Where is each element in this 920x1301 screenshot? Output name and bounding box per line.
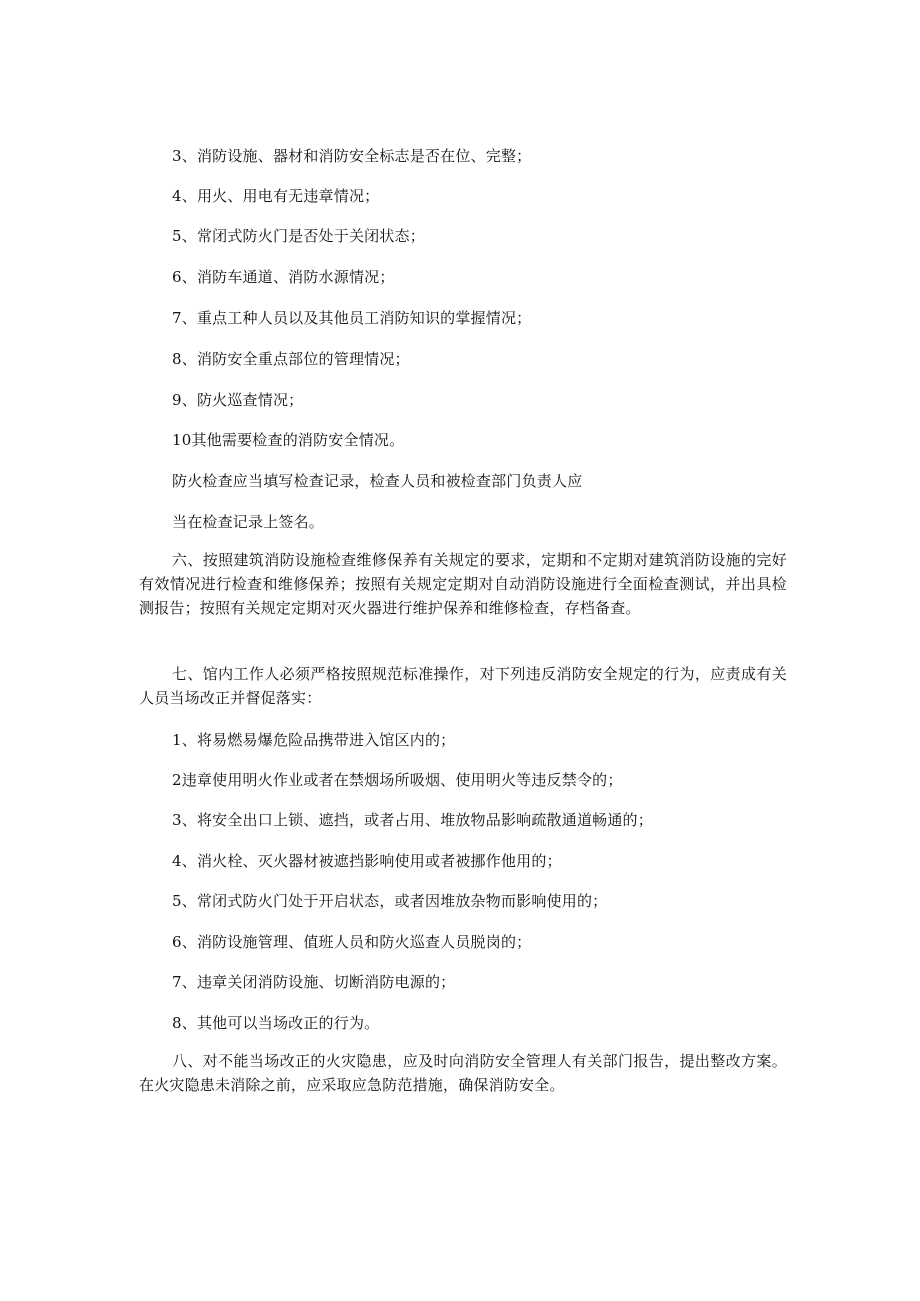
violation-item: 7、违章关闭消防设施、切断消防电源的； xyxy=(172,973,456,991)
violation-item: 8、其他可以当场改正的行为。 xyxy=(172,1014,380,1032)
violation-item: 6、消防设施管理、值班人员和防火巡查人员脱岗的； xyxy=(172,933,532,951)
section-six-paragraph: 六、按照建筑消防设施检查维修保养有关规定的要求，定期和不定期对建筑消防设施的完好有效情况进行检查和维修保养；按照有关规定定期对自动消防设施进行全面检查测试，并出具检测报告；按照有关规定定期对灭火器进行维护保养和维修检查，存档备查。 xyxy=(139,551,787,617)
check-item: 8、消防安全重点部位的管理情况； xyxy=(172,350,410,368)
record-note-line: 防火检查应当填写检查记录，检查人员和被检查部门负责人应 xyxy=(172,472,583,490)
violation-item: 2违章使用明火作业或者在禁烟场所吸烟、使用明火等违反禁令的； xyxy=(172,771,623,789)
check-item: 9、防火巡查情况； xyxy=(172,391,304,409)
violation-item: 4、消火栓、灭火器材被遮挡影响使用或者被挪作他用的； xyxy=(172,852,562,870)
check-item: 4、用火、用电有无违章情况； xyxy=(172,187,380,205)
check-item: 7、重点工种人员以及其他员工消防知识的掌握情况； xyxy=(172,309,532,327)
violation-item: 1、将易燃易爆危险品携带进入馆区内的； xyxy=(172,731,456,749)
violation-item: 3、将安全出口上锁、遮挡，或者占用、堆放物品影响疏散通道畅通的； xyxy=(172,811,653,829)
record-note-line: 当在检查记录上签名。 xyxy=(172,513,325,531)
check-item: 6、消防车通道、消防水源情况； xyxy=(172,268,395,286)
check-item: 10其他需要检查的消防安全情况。 xyxy=(172,431,405,449)
check-item: 3、消防设施、器材和消防安全标志是否在位、完整； xyxy=(172,147,532,165)
section-eight-paragraph: 八、对不能当场改正的火灾隐患，应及时向消防安全管理人有关部门报告，提出整改方案。在火灾隐患未消除之前，应采取应急防范措施，确保消防安全。 xyxy=(139,1052,787,1094)
section-seven-paragraph: 七、馆内工作人必须严格按照规范标准操作，对下列违反消防安全规定的行为，应责成有关人员当场改正并督促落实： xyxy=(139,665,787,707)
check-item: 5、常闭式防火门是否处于关闭状态； xyxy=(172,227,425,245)
violation-item: 5、常闭式防火门处于开启状态，或者因堆放杂物而影响使用的； xyxy=(172,892,608,910)
